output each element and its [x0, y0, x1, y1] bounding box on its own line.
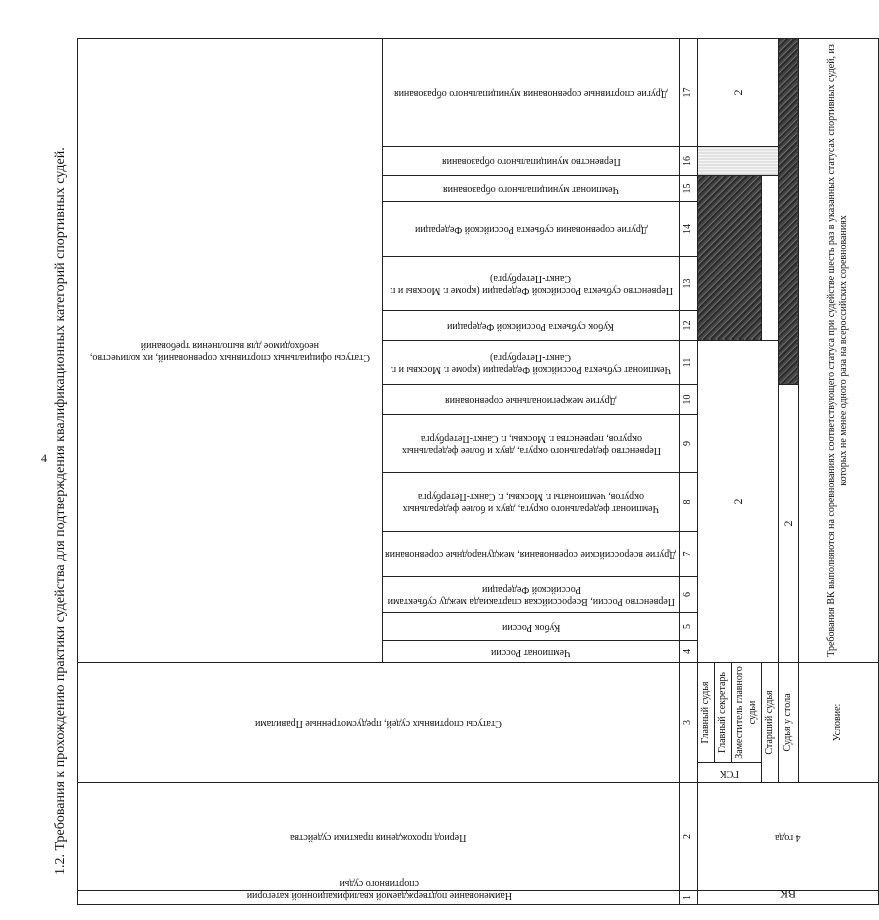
requirement-value-bottom: 2 [778, 384, 798, 662]
header-other-all-russian: Другие всероссийские соревнования, международные соревнования [383, 531, 680, 576]
category-vk: ВК [698, 891, 879, 905]
header-russia-youth-championship: Первенство России, Всероссийская спартакиада между субъектами Российской Федерации [383, 576, 680, 612]
column-number: 2 [680, 783, 698, 891]
requirement-value-municipal: 2 [698, 38, 779, 146]
hatched-cell-bottom [778, 38, 798, 384]
header-subject-championship: Чемпионат субъекта Российской Федерации (кроме г. Москвы и г. Санкт-Петербурга) [383, 340, 680, 384]
column-number: 7 [680, 531, 698, 576]
header-competition-statuses: Статусы официальных спортивных соревнований, их количество, необходимое для выполнения требований [78, 38, 383, 662]
header-category-name: Наименование подтверждаемой квалификационной категории спортивного судьи [78, 891, 680, 905]
header-municipal-championship: Чемпионат муниципального образования [383, 175, 680, 201]
period-value: 4 года [698, 783, 879, 891]
condition-text: Требования ВК выполняются на соревнованиях соответствующего статуса при судействе шесть раз в указанных статусах спортивных судей, из которых не менее одного раза на всероссийских соревнованиях [798, 38, 878, 662]
column-number: 15 [680, 175, 698, 201]
column-number: 11 [680, 340, 698, 384]
header-municipal-other: Другие спортивные соревнования муниципального образования [383, 38, 680, 146]
role-deputy-chief-judge: Заместитель главного судьи [732, 662, 761, 762]
column-number: 3 [680, 662, 698, 782]
header-municipal-youth-championship: Первенство муниципального образования [383, 146, 680, 175]
shaded-cell [698, 146, 779, 175]
header-subject-cup: Кубок субъекта Российской Федерации [383, 310, 680, 340]
section-heading: 1.2. Требования к прохождению практики судейства для подтверждения квалификационных категорий спортивных судей. [53, 147, 68, 875]
column-number: 13 [680, 256, 698, 310]
empty-cell [761, 175, 778, 340]
role-chief-secretary: Главный секретарь [715, 662, 732, 762]
role-chief-judge: Главный судья [698, 662, 715, 762]
column-number: 1 [680, 891, 698, 905]
column-number: 5 [680, 612, 698, 640]
role-senior-judge: Старший судья [761, 662, 778, 782]
header-federal-district-youth-championship: Первенство федерального округа, двух и более федеральных округов, первенства г. Москвы, г. Санкт-Петербурга [383, 414, 680, 472]
column-number: 9 [680, 414, 698, 472]
header-russia-championship: Чемпионат России [383, 640, 680, 662]
column-numbers-row [680, 38, 698, 904]
header-judge-statuses: Статусы спортивных судей, предусмотренные Правилами [78, 662, 680, 782]
role-table-judge: Судья у стола [778, 662, 798, 782]
column-number: 14 [680, 201, 698, 256]
hatched-cell [698, 175, 762, 340]
header-subject-other: Другие соревнования субъекта Российской Федерации [383, 201, 680, 256]
header-period: Период прохождения практики судейства [78, 783, 680, 891]
column-number: 12 [680, 310, 698, 340]
gsk-label: ГСК [698, 763, 762, 783]
page-number: 4 [41, 451, 47, 465]
header-russia-cup: Кубок России [383, 612, 680, 640]
header-subject-youth-championship: Первенство субъекта Российской Федерации (кроме г. Москвы и г. Санкт-Петербурга) [383, 256, 680, 310]
condition-label: Условие: [798, 662, 878, 782]
column-number: 4 [680, 640, 698, 662]
column-number: 16 [680, 146, 698, 175]
rotated-page-content [50, 25, 850, 905]
header-federal-district-championship: Чемпионат федерального округа, двух и более федеральных округов, чемпионаты г. Москвы, г. Санкт-Петербурга [383, 472, 680, 531]
header-interregional: Другие межрегиональные соревнования [383, 384, 680, 414]
column-number: 6 [680, 576, 698, 612]
column-number: 10 [680, 384, 698, 414]
requirements-table [77, 38, 879, 905]
column-number: 8 [680, 472, 698, 531]
column-number: 17 [680, 38, 698, 146]
requirement-value-top: 2 [698, 340, 779, 662]
